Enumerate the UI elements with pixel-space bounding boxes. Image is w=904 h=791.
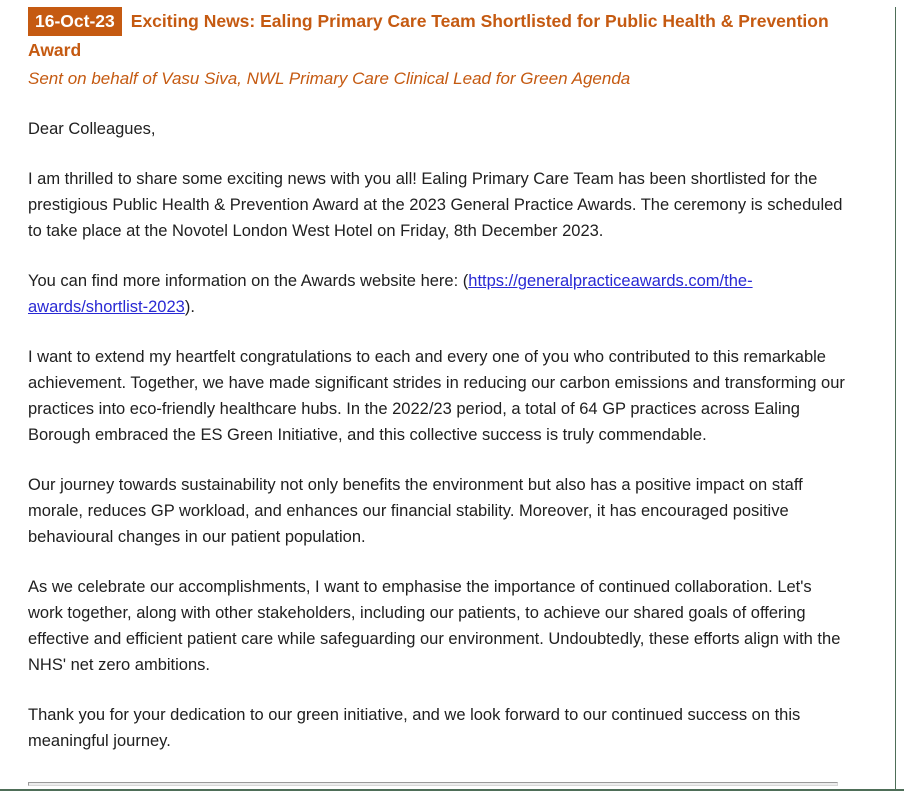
bottom-divider — [28, 782, 838, 786]
email-content — [28, 7, 846, 754]
page-title — [28, 7, 846, 64]
paragraph-congratulations: I want to extend my heartfelt congratulations to each and every one of you who contributed to this remarkable achievement. Together, we have made significant strides in reducing our carbon emissions and transforming our practices into eco-friendly healthcare hubs. In the 2022/23 period, a total of 64 GP practices across Ealing Borough embraced the ES Green Initiative, and this collective success is truly commendable. — [28, 348, 845, 444]
paragraph-collaboration: As we celebrate our accomplishments, I want to emphasise the importance of continued collaboration. Let's work together, along with other stakeholders, including our patients, to achieve our shared goals of offering effective and efficient patient care while safeguarding our environment. Undoubtedly, these efforts align with the NHS' net zero ambitions. — [28, 578, 841, 674]
paragraph-link — [28, 268, 846, 320]
link-prefix-text: You can find more information on the Awards website here: ( — [28, 272, 469, 290]
awards-website-link[interactable]: https://generalpracticeawards.com/the-awards/shortlist-2023 — [28, 272, 753, 316]
page-title-text: Exciting News: Ealing Primary Care Team Shortlisted for Public Health & Prevention Award — [28, 11, 829, 60]
paragraph-thanks: Thank you for your dedication to our green initiative, and we look forward to our continued success on this meaningful journey. — [28, 706, 801, 750]
paragraph-announcement: I am thrilled to share some exciting news with you all! Ealing Primary Care Team has been shortlisted for the prestigious Public Health & Prevention Award at the 2023 General Practice Awards. The ceremony is scheduled to take place at the Novotel London West Hotel on Friday, 8th December 2023. — [28, 170, 843, 240]
right-border-line — [895, 7, 896, 791]
date-badge: 16-Oct-23 — [28, 7, 122, 36]
salutation: Dear Colleagues, — [28, 120, 156, 138]
link-suffix-text: ). — [184, 298, 195, 316]
paragraph-sustainability: Our journey towards sustainability not only benefits the environment but also has a positive impact on staff morale, reduces GP workload, and enhances our financial stability. Moreover, it has encouraged positive behavioural changes in our patient population. — [28, 476, 803, 546]
byline: Sent on behalf of Vasu Siva, NWL Primary Care Clinical Lead for Green Agenda — [28, 69, 631, 88]
